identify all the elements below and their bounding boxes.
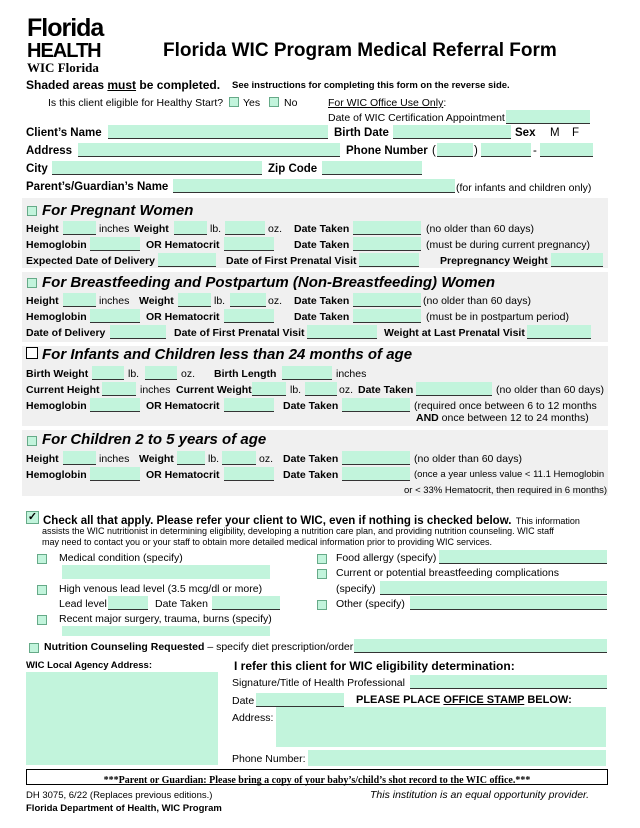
- phone-paren-open: (: [432, 145, 436, 157]
- refer-statement: I refer this client for WIC eligibility determination:: [234, 659, 515, 673]
- inf-hct-field[interactable]: [224, 398, 274, 412]
- logo: [27, 16, 103, 74]
- children-checkbox[interactable]: [27, 436, 37, 446]
- city-label: City: [26, 163, 48, 175]
- preg-height-field[interactable]: [63, 221, 96, 235]
- logo-line3: WIC Florida: [27, 60, 99, 75]
- birth-date-label: Birth Date: [334, 127, 389, 139]
- inf-lb2-label: lb.: [290, 384, 302, 396]
- bf-hct-field[interactable]: [224, 309, 274, 323]
- inf-birth-lb-field[interactable]: [92, 366, 124, 380]
- other-checkbox[interactable]: [317, 600, 327, 610]
- counseling-field[interactable]: [354, 639, 607, 653]
- logo-line2: HEALTH: [27, 40, 101, 62]
- inf-birth-length-label: Birth Length: [214, 368, 277, 380]
- healthy-start-no-checkbox[interactable]: [269, 97, 279, 107]
- food-allergy-label: Food allergy (specify): [336, 552, 437, 564]
- ch-date-label: Date Taken: [283, 453, 339, 465]
- infants-heading: For Infants and Children less than 24 months of age: [42, 346, 413, 363]
- phone-area-field[interactable]: [437, 143, 473, 157]
- other-label: Other (specify): [336, 598, 405, 610]
- breastfeeding-checkbox[interactable]: [27, 278, 37, 288]
- lead-checkbox[interactable]: [37, 585, 47, 595]
- check-info-line3: may need to contact you or your staff to obtain more detailed medical information prior to providing WIC services.: [42, 537, 493, 547]
- preg-first-prenatal-label: Date of First Prenatal Visit: [226, 255, 357, 267]
- phone-paren-close: ): [474, 145, 478, 157]
- zip-label: Zip Code: [268, 163, 318, 175]
- bf-hgb-label: Hemoglobin: [26, 311, 87, 323]
- preg-prepreg-label: Prepregnancy Weight: [440, 255, 548, 267]
- city-field[interactable]: [52, 161, 262, 175]
- preg-prepreg-field[interactable]: [551, 253, 603, 267]
- lead-label: High venous lead level (3.5 mcg/dl or more): [59, 583, 263, 595]
- inf-cur-oz-field[interactable]: [305, 382, 337, 396]
- bf-first-prenatal-label: Date of First Prenatal Visit: [174, 327, 305, 339]
- other-field[interactable]: [410, 596, 607, 610]
- preg-date-field[interactable]: [353, 221, 421, 235]
- preg-date2-label: Date Taken: [294, 239, 350, 251]
- bf-delivery-label: Date of Delivery: [26, 327, 106, 339]
- bf-height-label: Height: [26, 295, 59, 307]
- bf-weight-label: Weight: [139, 295, 174, 307]
- inf-cur-height-field[interactable]: [102, 382, 136, 396]
- signature-label: Signature/Title of Health Professional: [232, 677, 405, 689]
- bf-oz-label: oz.: [268, 295, 283, 307]
- lead-date-field[interactable]: [212, 596, 280, 610]
- preg-weight-label: Weight: [134, 223, 169, 235]
- preg-oz-label: oz.: [268, 223, 283, 235]
- sex-m-option[interactable]: M: [550, 127, 560, 139]
- breastfeeding-heading: For Breastfeeding and Postpartum (Non-Breastfeeding) Women: [42, 274, 496, 291]
- zip-field[interactable]: [322, 161, 422, 175]
- healthy-start-yes-checkbox[interactable]: [229, 97, 239, 107]
- inf-lb-label: lb.: [128, 368, 140, 380]
- bf-date2-field[interactable]: [353, 309, 421, 323]
- inf-hgb-field[interactable]: [90, 398, 140, 412]
- lead-level-label: Lead level: [59, 598, 107, 610]
- logo-line1: Florida: [27, 14, 104, 42]
- bf-date-field[interactable]: [353, 293, 421, 307]
- ch-note2b: or < 33% Hematocrit, then required in 6 months): [404, 485, 608, 496]
- healthy-start-question: Is this client eligible for Healthy Start?: [48, 97, 224, 109]
- bf-delivery-field[interactable]: [110, 325, 166, 339]
- inf-birth-oz-field[interactable]: [145, 366, 177, 380]
- preg-first-prenatal-field[interactable]: [359, 253, 419, 267]
- infants-checkbox[interactable]: [26, 347, 38, 359]
- ch-date-field[interactable]: [342, 451, 410, 465]
- inf-note2a: (required once between 6 to 12 months: [414, 400, 597, 412]
- stamp-address-field[interactable]: [276, 707, 606, 747]
- preg-height-label: Height: [26, 223, 59, 235]
- check-info-line2: assists the WIC nutritionist in determining eligibility, developing a nutrition care plan, and providing nutrition counseling. WIC staff: [42, 526, 554, 536]
- preg-lb-label: lb.: [210, 223, 222, 235]
- surgery-field[interactable]: [62, 626, 270, 636]
- ch-inches-label: inches: [99, 453, 130, 465]
- bf-complications-checkbox[interactable]: [317, 569, 327, 579]
- ch-hct-field[interactable]: [224, 467, 274, 481]
- bf-date-label: Date Taken: [294, 295, 350, 307]
- inf-hct-label: OR Hematocrit: [146, 400, 220, 412]
- healthy-start-no-label: No: [284, 97, 298, 109]
- inf-date2-label: Date Taken: [283, 400, 339, 412]
- inf-date2-field[interactable]: [342, 398, 410, 412]
- bf-hgb-field[interactable]: [90, 309, 140, 323]
- inf-note1: (no older than 60 days): [496, 384, 604, 396]
- client-name-label: Client’s Name: [26, 127, 102, 139]
- cert-appt-field[interactable]: [506, 110, 590, 124]
- stamp-address-label: Address:: [232, 712, 274, 724]
- inf-inches-label: inches: [336, 368, 367, 380]
- preg-hct-label: OR Hematocrit: [146, 239, 220, 251]
- food-allergy-checkbox[interactable]: [317, 554, 327, 564]
- check-all-icon[interactable]: ✓: [27, 511, 38, 523]
- guardian-note: (for infants and children only): [456, 182, 592, 194]
- shot-record-text: ***Parent or Guardian: Please bring a copy of your baby’s/child’s shot record to the WIC office.***: [103, 775, 531, 786]
- inf-date-label: Date Taken: [358, 384, 414, 396]
- sex-label: Sex: [515, 127, 536, 139]
- office-use-label: For WIC Office Use Only:: [328, 97, 447, 109]
- guardian-field[interactable]: [173, 179, 455, 193]
- form-id: DH 3075, 6/22 (Replaces previous editions.): [26, 790, 213, 801]
- children-heading: For Children 2 to 5 years of age: [42, 431, 267, 448]
- phone-dash: -: [533, 145, 537, 157]
- inf-birth-length-field[interactable]: [282, 366, 332, 380]
- bf-height-field[interactable]: [63, 293, 96, 307]
- bf-inches-label: inches: [99, 295, 130, 307]
- ch-hgb-label: Hemoglobin: [26, 469, 87, 481]
- phone-prefix-field[interactable]: [481, 143, 531, 157]
- equal-opportunity: This institution is an equal opportunity provider.: [370, 789, 590, 801]
- signature-field[interactable]: [410, 675, 607, 689]
- lead-level-field[interactable]: [108, 596, 148, 610]
- preg-weight-lb-field[interactable]: [174, 221, 207, 235]
- check-all-heading: Check all that apply. Please refer your client to WIC, even if nothing is checked below. This information: [43, 515, 580, 527]
- inf-cur-lb-field[interactable]: [252, 382, 286, 396]
- food-allergy-field[interactable]: [439, 550, 607, 564]
- stamp-phone-label: Phone Number:: [232, 753, 306, 765]
- medical-checkbox[interactable]: [37, 554, 47, 564]
- shot-record-notice: [26, 769, 608, 785]
- bf-first-prenatal-field[interactable]: [307, 325, 377, 339]
- pregnant-checkbox[interactable]: [27, 206, 37, 216]
- inf-date-field[interactable]: [416, 382, 492, 396]
- bf-hct-label: OR Hematocrit: [146, 311, 220, 323]
- sex-f-option[interactable]: F: [572, 127, 580, 139]
- bf-last-weight-label: Weight at Last Prenatal Visit: [384, 327, 525, 339]
- ch-date2-field[interactable]: [342, 467, 410, 481]
- ch-hct-label: OR Hematocrit: [146, 469, 220, 481]
- cert-appt-label: Date of WIC Certification Appointment: [328, 112, 505, 124]
- preg-hgb-field[interactable]: [90, 237, 140, 251]
- bf-complications-field[interactable]: [380, 581, 607, 595]
- bf-complications-label: Current or potential breastfeeding complications: [336, 567, 559, 579]
- agency-address-label: WIC Local Agency Address:: [26, 660, 152, 671]
- inf-cur-height-label: Current Height: [26, 384, 100, 396]
- ch-note2a: (once a year unless value < 11.1 Hemoglobin: [414, 469, 605, 480]
- guardian-label: Parent’s/Guardian’s Name: [26, 181, 169, 193]
- healthy-start-yes-label: Yes: [243, 97, 261, 109]
- inf-cur-weight-label: Current Weight: [176, 384, 252, 396]
- bf-weight-lb-field[interactable]: [178, 293, 211, 307]
- see-instructions: See instructions for completing this form on the reverse side.: [232, 80, 510, 91]
- ch-date2-label: Date Taken: [283, 469, 339, 481]
- ch-hgb-field[interactable]: [90, 467, 140, 481]
- preg-weight-oz-field[interactable]: [225, 221, 265, 235]
- address-field[interactable]: [78, 143, 340, 157]
- surgery-checkbox[interactable]: [37, 615, 47, 625]
- ch-weight-lb-field[interactable]: [177, 451, 205, 465]
- medical-label: Medical condition (specify): [59, 552, 183, 564]
- lead-date-label: Date Taken: [155, 598, 208, 610]
- inf-note2b: AND once between 12 to 24 months): [416, 412, 589, 424]
- referral-date-field[interactable]: [256, 693, 344, 707]
- inf-inches2-label: inches: [140, 384, 171, 396]
- department: Florida Department of Health, WIC Program: [26, 803, 222, 814]
- preg-hgb-label: Hemoglobin: [26, 239, 87, 251]
- inf-hgb-label: Hemoglobin: [26, 400, 87, 412]
- bf-last-weight-field[interactable]: [527, 325, 591, 339]
- preg-date2-field[interactable]: [353, 237, 421, 251]
- preg-inches-label: inches: [99, 223, 130, 235]
- bf-date2-label: Date Taken: [294, 311, 350, 323]
- preg-edd-field[interactable]: [158, 253, 216, 267]
- bf-note2: (must be in postpartum period): [426, 311, 569, 323]
- ch-note1: (no older than 60 days): [414, 453, 522, 465]
- ch-weight-label: Weight: [139, 453, 174, 465]
- inf-oz-label: oz.: [181, 368, 196, 380]
- shaded-instructions: Shaded areas must be completed.: [26, 78, 221, 92]
- birth-date-field[interactable]: [393, 125, 511, 139]
- agency-address-field[interactable]: [26, 672, 218, 765]
- counseling-checkbox[interactable]: [29, 643, 39, 653]
- preg-note2: (must be during current pregnancy): [426, 239, 590, 251]
- preg-date-label: Date Taken: [294, 223, 350, 235]
- inf-birth-weight-label: Birth Weight: [26, 368, 89, 380]
- stamp-phone-field[interactable]: [308, 750, 606, 766]
- ch-lb-label: lb.: [208, 453, 220, 465]
- ch-height-label: Height: [26, 453, 59, 465]
- medical-field[interactable]: [62, 565, 270, 579]
- page-title: Florida WIC Program Medical Referral Form: [163, 40, 557, 61]
- bf-lb-label: lb.: [214, 295, 226, 307]
- bf-weight-oz-field[interactable]: [230, 293, 266, 307]
- ch-weight-oz-field[interactable]: [222, 451, 256, 465]
- ch-oz-label: oz.: [259, 453, 274, 465]
- pregnant-heading: For Pregnant Women: [42, 202, 194, 219]
- phone-line-field[interactable]: [540, 143, 593, 157]
- referral-date-label: Date: [232, 695, 255, 707]
- bf-complications-specify-label: (specify): [336, 583, 376, 595]
- preg-edd-label: Expected Date of Delivery: [26, 255, 155, 267]
- surgery-label: Recent major surgery, trauma, burns (specify): [59, 613, 272, 625]
- bf-note1: (no older than 60 days): [423, 295, 531, 307]
- address-label: Address: [26, 145, 73, 157]
- client-name-field[interactable]: [108, 125, 328, 139]
- counseling-label: Nutrition Counseling Requested – specify diet prescription/order: [44, 641, 354, 653]
- phone-label: Phone Number: [346, 145, 428, 157]
- ch-height-field[interactable]: [63, 451, 96, 465]
- preg-note1: (no older than 60 days): [426, 223, 534, 235]
- preg-hct-field[interactable]: [224, 237, 274, 251]
- stamp-instruction: PLEASE PLACE OFFICE STAMP BELOW:: [356, 694, 572, 706]
- inf-oz2-label: oz.: [339, 384, 354, 396]
